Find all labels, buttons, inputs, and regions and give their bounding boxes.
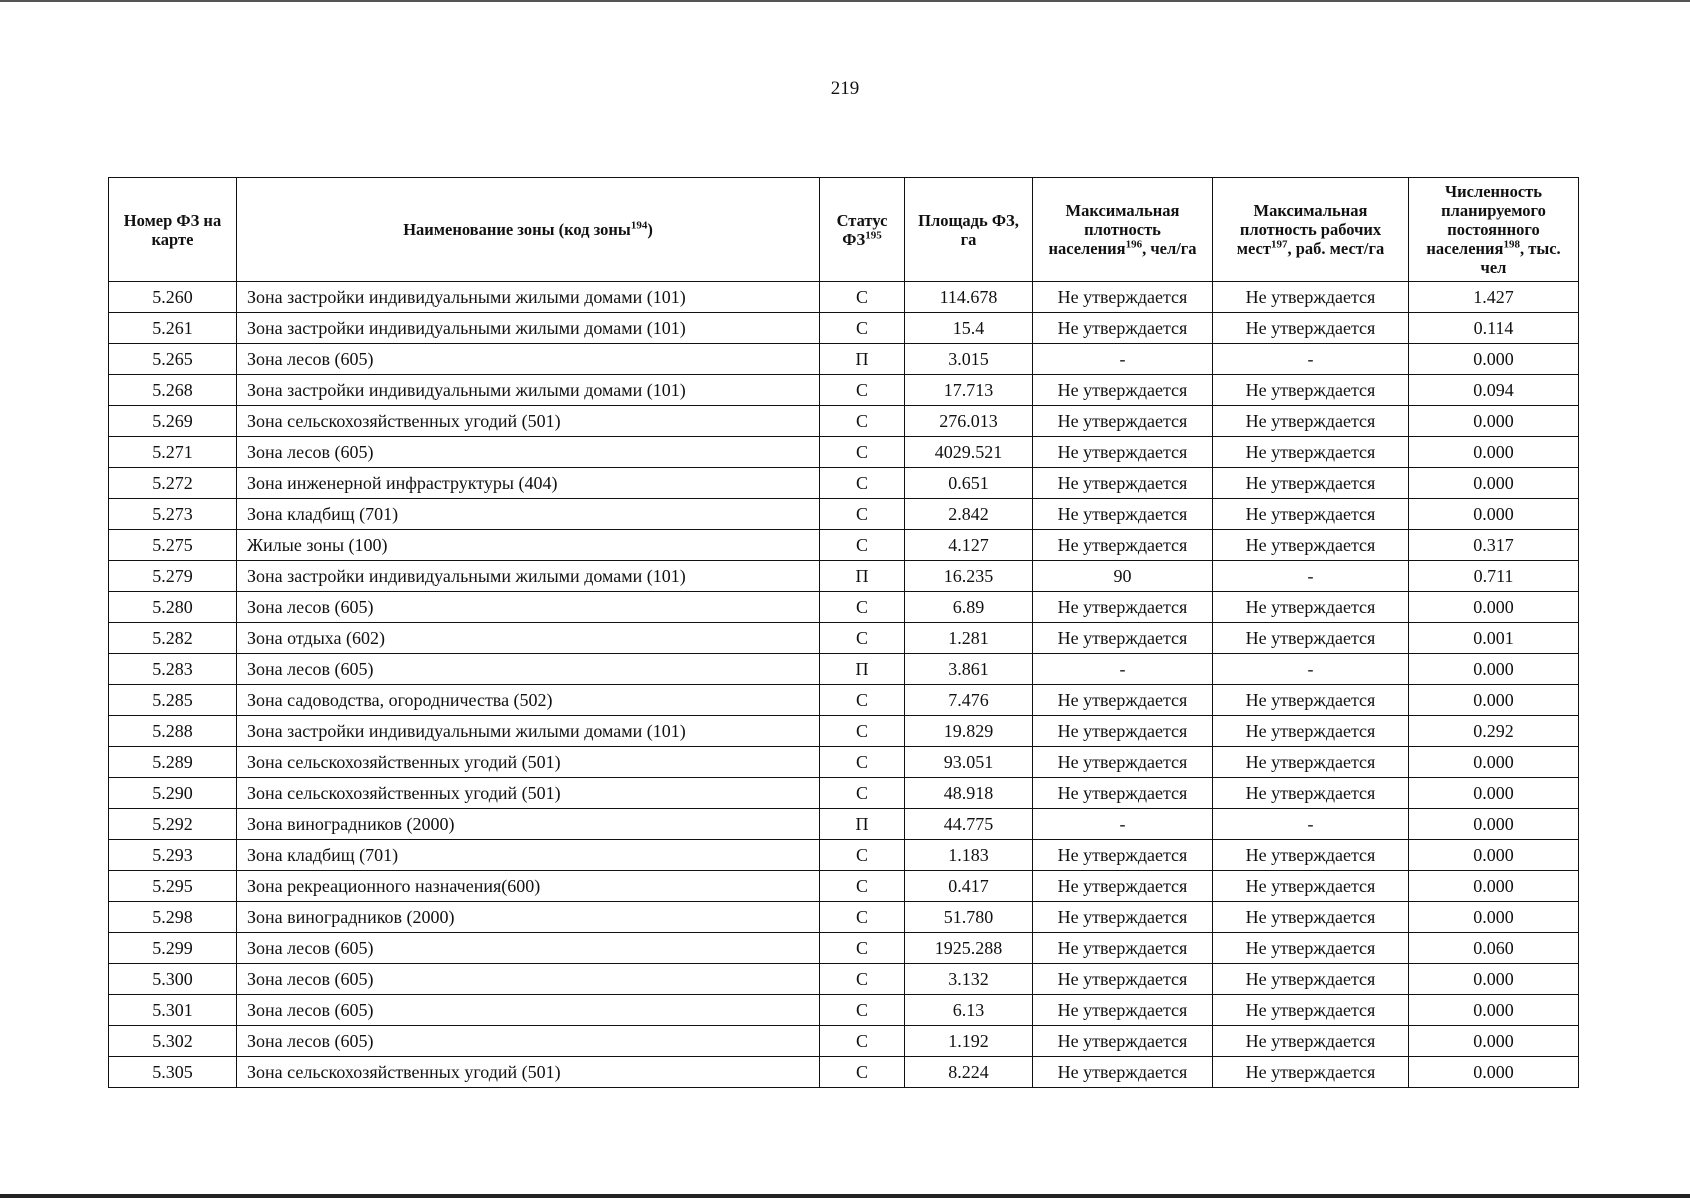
cell-planned-population: 0.000 xyxy=(1409,747,1579,778)
cell-status: С xyxy=(820,375,905,406)
cell-area: 0.417 xyxy=(905,871,1033,902)
cell-population-density: - xyxy=(1033,654,1213,685)
cell-zone-number: 5.295 xyxy=(109,871,237,902)
cell-status: С xyxy=(820,499,905,530)
cell-planned-population: 0.060 xyxy=(1409,933,1579,964)
cell-planned-population: 0.000 xyxy=(1409,499,1579,530)
cell-area: 4029.521 xyxy=(905,437,1033,468)
cell-status: С xyxy=(820,902,905,933)
cell-status: С xyxy=(820,747,905,778)
cell-population-density: 90 xyxy=(1033,561,1213,592)
cell-zone-name: Зона виноградников (2000) xyxy=(237,902,820,933)
table-row xyxy=(109,778,1579,809)
cell-zone-number: 5.273 xyxy=(109,499,237,530)
cell-zone-name: Зона кладбищ (701) xyxy=(237,499,820,530)
cell-zone-name: Зона лесов (605) xyxy=(237,1026,820,1057)
cell-status: С xyxy=(820,530,905,561)
cell-population-density: Не утверждается xyxy=(1033,1026,1213,1057)
cell-jobs-density: - xyxy=(1213,561,1409,592)
cell-population-density: Не утверждается xyxy=(1033,840,1213,871)
cell-planned-population: 0.711 xyxy=(1409,561,1579,592)
cell-area: 4.127 xyxy=(905,530,1033,561)
cell-zone-number: 5.268 xyxy=(109,375,237,406)
cell-zone-name: Зона застройки индивидуальными жилыми домами (101) xyxy=(237,313,820,344)
header-area: Площадь ФЗ, га xyxy=(905,178,1033,282)
cell-population-density: Не утверждается xyxy=(1033,375,1213,406)
cell-jobs-density: - xyxy=(1213,809,1409,840)
cell-zone-name: Зона сельскохозяйственных угодий (501) xyxy=(237,747,820,778)
table-row xyxy=(109,654,1579,685)
cell-status: П xyxy=(820,561,905,592)
cell-jobs-density: - xyxy=(1213,344,1409,375)
cell-jobs-density: Не утверждается xyxy=(1213,437,1409,468)
cell-area: 1.281 xyxy=(905,623,1033,654)
header-status: Статус ФЗ$^{195}$ xyxy=(820,178,905,282)
table-row xyxy=(109,530,1579,561)
cell-zone-number: 5.292 xyxy=(109,809,237,840)
cell-status: П xyxy=(820,344,905,375)
cell-zone-number: 5.260 xyxy=(109,282,237,313)
cell-zone-number: 5.290 xyxy=(109,778,237,809)
cell-status: С xyxy=(820,623,905,654)
cell-planned-population: 0.001 xyxy=(1409,623,1579,654)
cell-planned-population: 0.000 xyxy=(1409,809,1579,840)
table-row xyxy=(109,561,1579,592)
header-population-density: Максимальная плотность населения$^{196}$, чел/га xyxy=(1033,178,1213,282)
cell-jobs-density: Не утверждается xyxy=(1213,282,1409,313)
cell-population-density: Не утверждается xyxy=(1033,530,1213,561)
cell-zone-name: Зона лесов (605) xyxy=(237,592,820,623)
scan-edge-bottom xyxy=(0,1194,1690,1198)
cell-status: С xyxy=(820,313,905,344)
table-row xyxy=(109,406,1579,437)
cell-status: С xyxy=(820,437,905,468)
cell-population-density: Не утверждается xyxy=(1033,902,1213,933)
table-body xyxy=(109,282,1579,1088)
cell-population-density: Не утверждается xyxy=(1033,685,1213,716)
table-header-row xyxy=(109,178,1579,282)
cell-jobs-density: Не утверждается xyxy=(1213,1057,1409,1088)
cell-area: 2.842 xyxy=(905,499,1033,530)
cell-zone-name: Зона рекреационного назначения(600) xyxy=(237,871,820,902)
cell-status: С xyxy=(820,406,905,437)
cell-area: 1.192 xyxy=(905,1026,1033,1057)
cell-zone-number: 5.289 xyxy=(109,747,237,778)
table-row xyxy=(109,1026,1579,1057)
cell-zone-name: Зона инженерной инфраструктуры (404) xyxy=(237,468,820,499)
cell-jobs-density: Не утверждается xyxy=(1213,1026,1409,1057)
cell-zone-name: Зона садоводства, огородничества (502) xyxy=(237,685,820,716)
cell-jobs-density: Не утверждается xyxy=(1213,716,1409,747)
cell-status: С xyxy=(820,995,905,1026)
cell-population-density: - xyxy=(1033,809,1213,840)
table-row xyxy=(109,282,1579,313)
cell-jobs-density: Не утверждается xyxy=(1213,902,1409,933)
cell-area: 7.476 xyxy=(905,685,1033,716)
cell-zone-name: Зона застройки индивидуальными жилыми домами (101) xyxy=(237,375,820,406)
cell-zone-number: 5.275 xyxy=(109,530,237,561)
cell-population-density: Не утверждается xyxy=(1033,499,1213,530)
cell-area: 48.918 xyxy=(905,778,1033,809)
cell-population-density: Не утверждается xyxy=(1033,313,1213,344)
cell-jobs-density: Не утверждается xyxy=(1213,933,1409,964)
cell-zone-name: Жилые зоны (100) xyxy=(237,530,820,561)
cell-area: 3.132 xyxy=(905,964,1033,995)
cell-zone-number: 5.283 xyxy=(109,654,237,685)
cell-jobs-density: Не утверждается xyxy=(1213,995,1409,1026)
table-row xyxy=(109,809,1579,840)
cell-jobs-density: Не утверждается xyxy=(1213,375,1409,406)
table-row xyxy=(109,375,1579,406)
cell-status: С xyxy=(820,871,905,902)
cell-planned-population: 0.000 xyxy=(1409,1057,1579,1088)
cell-planned-population: 1.427 xyxy=(1409,282,1579,313)
cell-planned-population: 0.114 xyxy=(1409,313,1579,344)
cell-area: 44.775 xyxy=(905,809,1033,840)
cell-zone-number: 5.285 xyxy=(109,685,237,716)
table-row xyxy=(109,933,1579,964)
cell-planned-population: 0.000 xyxy=(1409,840,1579,871)
cell-status: П xyxy=(820,654,905,685)
table-row xyxy=(109,468,1579,499)
cell-jobs-density: Не утверждается xyxy=(1213,623,1409,654)
cell-status: С xyxy=(820,1026,905,1057)
cell-area: 3.015 xyxy=(905,344,1033,375)
cell-zone-name: Зона лесов (605) xyxy=(237,654,820,685)
table-row xyxy=(109,964,1579,995)
cell-zone-number: 5.305 xyxy=(109,1057,237,1088)
cell-area: 51.780 xyxy=(905,902,1033,933)
header-zone-name: Наименование зоны (код зоны$^{194}$) xyxy=(237,178,820,282)
cell-zone-number: 5.293 xyxy=(109,840,237,871)
cell-planned-population: 0.000 xyxy=(1409,468,1579,499)
cell-status: С xyxy=(820,592,905,623)
cell-planned-population: 0.000 xyxy=(1409,871,1579,902)
table-row xyxy=(109,995,1579,1026)
cell-zone-number: 5.265 xyxy=(109,344,237,375)
cell-area: 15.4 xyxy=(905,313,1033,344)
table-row xyxy=(109,716,1579,747)
cell-planned-population: 0.000 xyxy=(1409,685,1579,716)
cell-status: С xyxy=(820,964,905,995)
cell-planned-population: 0.317 xyxy=(1409,530,1579,561)
cell-zone-number: 5.298 xyxy=(109,902,237,933)
cell-zone-number: 5.301 xyxy=(109,995,237,1026)
cell-area: 276.013 xyxy=(905,406,1033,437)
cell-planned-population: 0.000 xyxy=(1409,406,1579,437)
cell-area: 19.829 xyxy=(905,716,1033,747)
cell-zone-number: 5.288 xyxy=(109,716,237,747)
cell-planned-population: 0.000 xyxy=(1409,592,1579,623)
cell-planned-population: 0.094 xyxy=(1409,375,1579,406)
cell-zone-name: Зона сельскохозяйственных угодий (501) xyxy=(237,1057,820,1088)
zones-table xyxy=(108,177,1579,1088)
cell-area: 8.224 xyxy=(905,1057,1033,1088)
cell-jobs-density: Не утверждается xyxy=(1213,840,1409,871)
cell-jobs-density: - xyxy=(1213,654,1409,685)
header-jobs-density: Максимальная плотность рабочих мест$^{197}$, раб. мест/га xyxy=(1213,178,1409,282)
cell-area: 6.89 xyxy=(905,592,1033,623)
cell-status: С xyxy=(820,933,905,964)
table-row xyxy=(109,747,1579,778)
cell-area: 93.051 xyxy=(905,747,1033,778)
cell-planned-population: 0.000 xyxy=(1409,995,1579,1026)
cell-jobs-density: Не утверждается xyxy=(1213,468,1409,499)
cell-zone-number: 5.279 xyxy=(109,561,237,592)
cell-status: С xyxy=(820,282,905,313)
cell-jobs-density: Не утверждается xyxy=(1213,530,1409,561)
cell-zone-name: Зона лесов (605) xyxy=(237,437,820,468)
cell-planned-population: 0.000 xyxy=(1409,344,1579,375)
scan-edge-top xyxy=(0,0,1690,2)
header-zone-number: Номер ФЗ на карте xyxy=(109,178,237,282)
cell-status: П xyxy=(820,809,905,840)
cell-zone-name: Зона лесов (605) xyxy=(237,964,820,995)
cell-status: С xyxy=(820,685,905,716)
cell-zone-name: Зона отдыха (602) xyxy=(237,623,820,654)
table-row xyxy=(109,313,1579,344)
cell-area: 1.183 xyxy=(905,840,1033,871)
cell-jobs-density: Не утверждается xyxy=(1213,313,1409,344)
cell-zone-name: Зона застройки индивидуальными жилыми домами (101) xyxy=(237,716,820,747)
cell-planned-population: 0.000 xyxy=(1409,964,1579,995)
table-row xyxy=(109,437,1579,468)
page-number: 219 xyxy=(830,78,860,99)
table-row xyxy=(109,685,1579,716)
table-row xyxy=(109,623,1579,654)
table-row xyxy=(109,871,1579,902)
cell-population-density: Не утверждается xyxy=(1033,995,1213,1026)
cell-area: 16.235 xyxy=(905,561,1033,592)
cell-planned-population: 0.000 xyxy=(1409,902,1579,933)
table-row xyxy=(109,344,1579,375)
cell-population-density: Не утверждается xyxy=(1033,623,1213,654)
cell-jobs-density: Не утверждается xyxy=(1213,964,1409,995)
cell-planned-population: 0.000 xyxy=(1409,437,1579,468)
cell-population-density: Не утверждается xyxy=(1033,716,1213,747)
header-planned-population: Численность планируемого постоянного населения$^{198}$, тыс. чел xyxy=(1409,178,1579,282)
cell-zone-name: Зона сельскохозяйственных угодий (501) xyxy=(237,778,820,809)
cell-status: С xyxy=(820,840,905,871)
cell-status: С xyxy=(820,778,905,809)
table-row xyxy=(109,499,1579,530)
cell-population-density: Не утверждается xyxy=(1033,437,1213,468)
cell-population-density: Не утверждается xyxy=(1033,282,1213,313)
cell-population-density: Не утверждается xyxy=(1033,933,1213,964)
cell-population-density: Не утверждается xyxy=(1033,406,1213,437)
cell-zone-number: 5.269 xyxy=(109,406,237,437)
cell-population-density: - xyxy=(1033,344,1213,375)
table-row xyxy=(109,902,1579,933)
cell-zone-name: Зона застройки индивидуальными жилыми домами (101) xyxy=(237,561,820,592)
cell-population-density: Не утверждается xyxy=(1033,1057,1213,1088)
cell-area: 6.13 xyxy=(905,995,1033,1026)
cell-zone-number: 5.272 xyxy=(109,468,237,499)
cell-zone-number: 5.300 xyxy=(109,964,237,995)
cell-jobs-density: Не утверждается xyxy=(1213,685,1409,716)
cell-zone-name: Зона виноградников (2000) xyxy=(237,809,820,840)
cell-zone-number: 5.280 xyxy=(109,592,237,623)
table-row xyxy=(109,592,1579,623)
cell-jobs-density: Не утверждается xyxy=(1213,871,1409,902)
cell-area: 17.713 xyxy=(905,375,1033,406)
cell-planned-population: 0.000 xyxy=(1409,778,1579,809)
cell-zone-name: Зона застройки индивидуальными жилыми домами (101) xyxy=(237,282,820,313)
cell-zone-name: Зона лесов (605) xyxy=(237,933,820,964)
cell-zone-name: Зона лесов (605) xyxy=(237,995,820,1026)
cell-population-density: Не утверждается xyxy=(1033,468,1213,499)
cell-population-density: Не утверждается xyxy=(1033,592,1213,623)
cell-zone-name: Зона лесов (605) xyxy=(237,344,820,375)
cell-status: С xyxy=(820,716,905,747)
cell-zone-number: 5.282 xyxy=(109,623,237,654)
cell-zone-number: 5.302 xyxy=(109,1026,237,1057)
cell-jobs-density: Не утверждается xyxy=(1213,406,1409,437)
cell-planned-population: 0.000 xyxy=(1409,654,1579,685)
cell-area: 1925.288 xyxy=(905,933,1033,964)
cell-population-density: Не утверждается xyxy=(1033,778,1213,809)
cell-area: 0.651 xyxy=(905,468,1033,499)
cell-jobs-density: Не утверждается xyxy=(1213,747,1409,778)
cell-zone-number: 5.261 xyxy=(109,313,237,344)
cell-jobs-density: Не утверждается xyxy=(1213,499,1409,530)
cell-population-density: Не утверждается xyxy=(1033,747,1213,778)
cell-population-density: Не утверждается xyxy=(1033,964,1213,995)
table-row xyxy=(109,1057,1579,1088)
cell-zone-number: 5.299 xyxy=(109,933,237,964)
cell-zone-name: Зона сельскохозяйственных угодий (501) xyxy=(237,406,820,437)
cell-jobs-density: Не утверждается xyxy=(1213,778,1409,809)
cell-population-density: Не утверждается xyxy=(1033,871,1213,902)
cell-planned-population: 0.292 xyxy=(1409,716,1579,747)
cell-area: 114.678 xyxy=(905,282,1033,313)
cell-zone-name: Зона кладбищ (701) xyxy=(237,840,820,871)
cell-zone-number: 5.271 xyxy=(109,437,237,468)
cell-status: С xyxy=(820,1057,905,1088)
cell-jobs-density: Не утверждается xyxy=(1213,592,1409,623)
cell-planned-population: 0.000 xyxy=(1409,1026,1579,1057)
cell-status: С xyxy=(820,468,905,499)
cell-area: 3.861 xyxy=(905,654,1033,685)
table-row xyxy=(109,840,1579,871)
